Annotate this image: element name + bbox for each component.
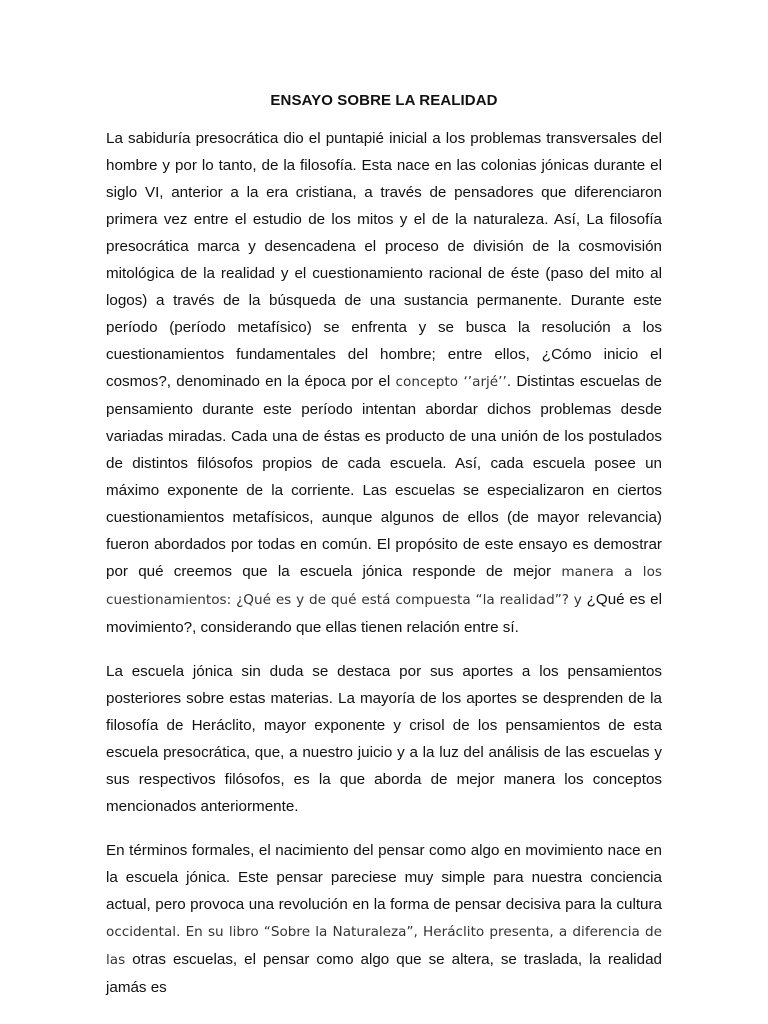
paragraph-1 (106, 125, 662, 641)
paragraph-2 (106, 658, 662, 820)
paragraph-text: La escuela jónica sin duda se destaca por sus aportes a los pensamientos posteriores sobre estas materias. La mayoría de los aportes se desprenden de la filosofía de Heráclito, mayor exponente y crisol de los pensamientos de esta escuela presocrática, que, a nuestro juicio y a la luz del análisis de las escuelas y sus respectivos filósofos, es la que aborda de mejor manera los conceptos mencionados anteriormente. (106, 663, 662, 815)
paragraph-text-alt-font: concepto ‘’arjé’’ (395, 374, 507, 390)
document-title: ENSAYO SOBRE LA REALIDAD (270, 92, 498, 109)
document-body (106, 125, 662, 1001)
paragraph-text: ¿Qué es el movimiento?, considerando que ellas tienen relación entre sí. (106, 591, 662, 636)
paragraph-text: . Distintas escuelas de pensamiento durante este período intentan abordar dichos problemas desde variadas miradas. Cada una de éstas es producto de una unión de los postulados de distintos filósofos propios de cada escuela. Así, cada escuela posee un máximo exponente de la corriente. Las escuelas se especializaron en ciertos cuestionamientos metafísicos, aunque algunos de ellos (de mayor relevancia) fueron abordados por todas en común. El propósito de este ensayo es demostrar por qué creemos que la escuela jónica responde de mejor (106, 373, 662, 580)
paragraph-text: La sabiduría presocrática dio el puntapié inicial a los problemas transversales del hombre y por lo tanto, de la filosofía. Esta nace en las colonias jónicas durante el siglo VI, anterior a la era cristiana, a través de pensadores que diferenciaron primera vez entre el estudio de los mitos y el de la naturaleza. Así, La filosofía presocrática marca y desencadena el proceso de división de la cosmovisión mitológica de la realidad y el cuestionamiento racional de éste (paso del mito al logos) a través de la búsqueda de una sustancia permanente. Durante este período (período metafísico) se enfrenta y se busca la resolución a los cuestionamientos fundamentales del hombre; entre ellos, ¿Cómo inicio el cosmos?, denominado en la época por el (106, 130, 662, 390)
paragraph-text: En términos formales, el nacimiento del pensar como algo en movimiento nace en la escuela jónica. Este pensar pareciese muy simple para nuestra conciencia actual, pero provoca una revolución en la forma de pensar decisiva para la cultura (106, 842, 662, 913)
paragraph-text: otras escuelas, el pensar como algo que se altera, se traslada, la realidad jamás es (106, 951, 662, 996)
paragraph-text-alt-font: manera a los cuestionamientos: ¿Qué es y de qué está compuesta “la realidad”? y (106, 564, 662, 608)
paragraph-3 (106, 837, 662, 1001)
paragraph-text-alt-font: occidental. En su libro “Sobre la Naturaleza”, Heráclito presenta, a diferencia de las (106, 924, 662, 968)
